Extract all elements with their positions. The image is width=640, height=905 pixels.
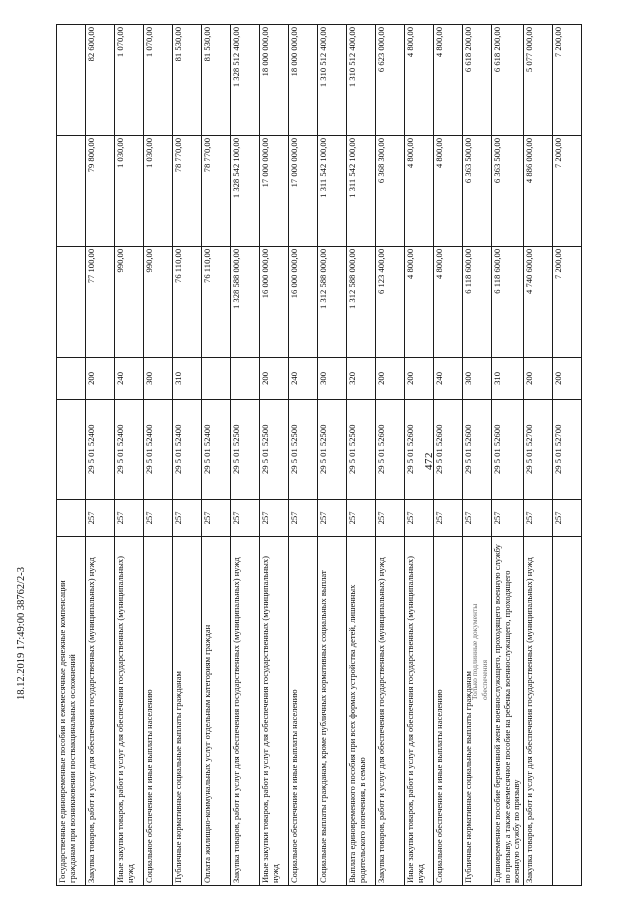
cell-kvr: 240 bbox=[115, 357, 144, 399]
table-row bbox=[318, 25, 347, 886]
cell-amount-2: 1 311 542 100,00 bbox=[347, 135, 376, 246]
cell-amount-1: 6 123 400,00 bbox=[376, 246, 405, 357]
cell-gl: 257 bbox=[231, 499, 260, 537]
cell-amount-3 bbox=[57, 25, 86, 136]
cell-code: 29 5 01 52700 bbox=[552, 400, 581, 499]
cell-kvr: 310 bbox=[173, 357, 202, 399]
table-row bbox=[552, 25, 581, 886]
cell-amount-1: 1 312 588 000,00 bbox=[318, 246, 347, 357]
cell-name: Выплата единовременного пособия при всех формах устройства детей, лишенных родительского попечения, в семью bbox=[347, 537, 376, 886]
cell-amount-1: 1 312 588 000,00 bbox=[347, 246, 376, 357]
cell-amount-2: 17 000 000,00 bbox=[289, 135, 318, 246]
table-row bbox=[434, 25, 463, 886]
cell-amount-2: 1 030,00 bbox=[115, 135, 144, 246]
cell-gl: 257 bbox=[463, 499, 492, 537]
cell-amount-3: 82 600,00 bbox=[86, 25, 115, 136]
cell-amount-1: 6 118 600,00 bbox=[492, 246, 524, 357]
cell-name: Иные закупки товаров, работ и услуг для обеспечения государственных (муниципальных) нужд bbox=[115, 537, 144, 886]
cell-code: 29 5 01 52400 bbox=[144, 400, 173, 499]
cell-code: 29 5 01 52500 bbox=[260, 400, 289, 499]
cell-amount-1: 7 200,00 bbox=[552, 246, 581, 357]
cell-amount-2 bbox=[57, 135, 86, 246]
cell-amount-3: 6 623 000,00 bbox=[376, 25, 405, 136]
cell-amount-1: 990,00 bbox=[115, 246, 144, 357]
cell-code: 29 5 01 52500 bbox=[318, 400, 347, 499]
cell-gl: 257 bbox=[115, 499, 144, 537]
cell-name: Государственные единовременные пособия и ежемесячные денежные компенсации гражданам при возникновении поствакцинальных осложнений bbox=[57, 537, 86, 886]
cell-amount-3: 1 310 512 400,00 bbox=[347, 25, 376, 136]
cell-amount-1: 1 328 588 000,00 bbox=[231, 246, 260, 357]
cell-amount-2: 78 770,00 bbox=[173, 135, 202, 246]
table-row bbox=[202, 25, 231, 886]
cell-name: Иные закупки товаров, работ и услуг для обеспечения государственных (муниципальных) нужд bbox=[260, 537, 289, 886]
cell-amount-1: 4 740 600,00 bbox=[523, 246, 552, 357]
budget-table bbox=[56, 24, 582, 886]
table-row bbox=[231, 25, 260, 886]
budget-table-body bbox=[57, 25, 582, 886]
cell-amount-2: 6 363 500,00 bbox=[463, 135, 492, 246]
cell-amount-1: 16 000 000,00 bbox=[260, 246, 289, 357]
cell-gl: 257 bbox=[289, 499, 318, 537]
cell-gl: 257 bbox=[405, 499, 434, 537]
cell-amount-3: 1 328 512 400,00 bbox=[231, 25, 260, 136]
cell-amount-2: 7 200,00 bbox=[552, 135, 581, 246]
cell-gl: 257 bbox=[144, 499, 173, 537]
cell-kvr bbox=[57, 357, 86, 399]
cell-code: 29 5 01 52400 bbox=[86, 400, 115, 499]
cell-amount-1: 16 000 000,00 bbox=[289, 246, 318, 357]
cell-gl: 257 bbox=[86, 499, 115, 537]
table-row bbox=[173, 25, 202, 886]
footer-note-line1: Только подлинные документы bbox=[470, 603, 479, 700]
table-row bbox=[405, 25, 434, 886]
cell-name: Закупка товаров, работ и услуг для обеспечения государственных (муниципальных) нужд bbox=[86, 537, 115, 886]
cell-kvr: 310 bbox=[492, 357, 524, 399]
cell-amount-2: 6 363 500,00 bbox=[492, 135, 524, 246]
cell-amount-3: 4 800,00 bbox=[405, 25, 434, 136]
cell-amount-2: 4 886 000,00 bbox=[523, 135, 552, 246]
table-row bbox=[115, 25, 144, 886]
cell-name: Социальное обеспечение и иные выплаты населению bbox=[289, 537, 318, 886]
cell-code: 29 5 01 52400 bbox=[202, 400, 231, 499]
cell-name: Социальные выплаты гражданам, кроме публичных нормативных социальных выплат bbox=[318, 537, 347, 886]
page-number: 472 bbox=[423, 452, 435, 470]
cell-amount-1: 6 118 600,00 bbox=[463, 246, 492, 357]
cell-amount-2: 78 770,00 bbox=[202, 135, 231, 246]
cell-name: Публичные нормативные социальные выплаты гражданам bbox=[463, 537, 492, 886]
cell-amount-1: 990,00 bbox=[144, 246, 173, 357]
cell-code: 29 5 01 52600 bbox=[463, 400, 492, 499]
document-stamp: 18.12.2019 17:49:00 38762/2-3 bbox=[16, 567, 27, 700]
cell-amount-2: 17 000 000,00 bbox=[260, 135, 289, 246]
cell-code: 29 5 01 52600 bbox=[492, 400, 524, 499]
cell-kvr: 320 bbox=[347, 357, 376, 399]
cell-gl bbox=[57, 499, 86, 537]
cell-code: 29 5 01 52500 bbox=[289, 400, 318, 499]
cell-code bbox=[57, 400, 86, 499]
cell-amount-3: 18 000 000,00 bbox=[289, 25, 318, 136]
table-row bbox=[492, 25, 524, 886]
cell-amount-1: 4 800,00 bbox=[405, 246, 434, 357]
cell-amount-3: 81 530,00 bbox=[202, 25, 231, 136]
cell-amount-1: 76 110,00 bbox=[202, 246, 231, 357]
cell-code: 29 5 01 52600 bbox=[434, 400, 463, 499]
cell-kvr: 200 bbox=[86, 357, 115, 399]
cell-kvr: 200 bbox=[523, 357, 552, 399]
cell-amount-1: 4 800,00 bbox=[434, 246, 463, 357]
table-row bbox=[260, 25, 289, 886]
cell-amount-3: 4 800,00 bbox=[434, 25, 463, 136]
cell-code: 29 5 01 52600 bbox=[405, 400, 434, 499]
cell-gl: 257 bbox=[347, 499, 376, 537]
cell-amount-3: 6 618 200,00 bbox=[463, 25, 492, 136]
cell-amount-2: 4 800,00 bbox=[405, 135, 434, 246]
table-row bbox=[144, 25, 173, 886]
cell-kvr: 240 bbox=[434, 357, 463, 399]
cell-name: Публичные нормативные социальные выплаты гражданам bbox=[173, 537, 202, 886]
cell-name: Социальное обеспечение и иные выплаты населению bbox=[434, 537, 463, 886]
cell-kvr bbox=[202, 357, 231, 399]
cell-name: Закупка товаров, работ и услуг для обеспечения государственных (муниципальных) нужд bbox=[376, 537, 405, 886]
cell-kvr: 300 bbox=[144, 357, 173, 399]
cell-gl: 257 bbox=[523, 499, 552, 537]
cell-amount-3: 18 000 000,00 bbox=[260, 25, 289, 136]
cell-amount-2: 1 328 542 100,00 bbox=[231, 135, 260, 246]
cell-kvr: 200 bbox=[552, 357, 581, 399]
cell-amount-3: 7 200,00 bbox=[552, 25, 581, 136]
cell-kvr: 300 bbox=[318, 357, 347, 399]
cell-amount-1: 77 100,00 bbox=[86, 246, 115, 357]
cell-gl: 257 bbox=[492, 499, 524, 537]
cell-name bbox=[552, 537, 581, 886]
budget-table-wrapper bbox=[56, 24, 618, 886]
cell-amount-2: 6 368 300,00 bbox=[376, 135, 405, 246]
cell-amount-2: 4 800,00 bbox=[434, 135, 463, 246]
cell-gl: 257 bbox=[318, 499, 347, 537]
cell-name: Закупка товаров, работ и услуг для обеспечения государственных (муниципальных) нужд bbox=[523, 537, 552, 886]
cell-amount-3: 1 070,00 bbox=[115, 25, 144, 136]
cell-name: Иные закупки товаров, работ и услуг для обеспечения государственных (муниципальных) нужд bbox=[405, 537, 434, 886]
cell-code: 29 5 01 52500 bbox=[231, 400, 260, 499]
cell-amount-2: 1 030,00 bbox=[144, 135, 173, 246]
cell-gl: 257 bbox=[202, 499, 231, 537]
footer-note-line2: обеспечения bbox=[480, 659, 490, 700]
cell-amount-2: 79 800,00 bbox=[86, 135, 115, 246]
cell-gl: 257 bbox=[552, 499, 581, 537]
cell-name: Оплата жилищно-коммунальных услуг отдельным категориям граждан bbox=[202, 537, 231, 886]
cell-amount-2: 1 311 542 100,00 bbox=[318, 135, 347, 246]
table-row bbox=[376, 25, 405, 886]
cell-amount-3: 1 310 512 400,00 bbox=[318, 25, 347, 136]
cell-kvr: 300 bbox=[463, 357, 492, 399]
table-row bbox=[347, 25, 376, 886]
table-row bbox=[86, 25, 115, 886]
cell-name: Социальное обеспечение и иные выплаты населению bbox=[144, 537, 173, 886]
table-row bbox=[463, 25, 492, 886]
table-row bbox=[289, 25, 318, 886]
cell-code: 29 5 01 52700 bbox=[523, 400, 552, 499]
cell-gl: 257 bbox=[376, 499, 405, 537]
cell-kvr: 200 bbox=[376, 357, 405, 399]
table-row bbox=[57, 25, 86, 886]
cell-kvr: 240 bbox=[289, 357, 318, 399]
cell-name: Единовременное пособие беременной жене военнослужащего, проходящего военную службу по призыву, а также ежемесячное пособие на ребенка военнослужащего, проходящего военную службу по призыву bbox=[492, 537, 524, 886]
cell-code: 29 5 01 52600 bbox=[376, 400, 405, 499]
cell-kvr: 200 bbox=[405, 357, 434, 399]
cell-gl: 257 bbox=[173, 499, 202, 537]
cell-amount-1 bbox=[57, 246, 86, 357]
cell-code: 29 5 01 52500 bbox=[347, 400, 376, 499]
cell-gl: 257 bbox=[434, 499, 463, 537]
cell-amount-3: 6 618 200,00 bbox=[492, 25, 524, 136]
cell-amount-1: 76 110,00 bbox=[173, 246, 202, 357]
cell-name: Закупка товаров, работ и услуг для обеспечения государственных (муниципальных) нужд bbox=[231, 537, 260, 886]
cell-amount-3: 81 530,00 bbox=[173, 25, 202, 136]
cell-code: 29 5 01 52400 bbox=[115, 400, 144, 499]
cell-code: 29 5 01 52400 bbox=[173, 400, 202, 499]
table-row bbox=[523, 25, 552, 886]
cell-gl: 257 bbox=[260, 499, 289, 537]
cell-amount-3: 5 077 000,00 bbox=[523, 25, 552, 136]
cell-kvr bbox=[231, 357, 260, 399]
cell-kvr: 200 bbox=[260, 357, 289, 399]
cell-amount-3: 1 070,00 bbox=[144, 25, 173, 136]
